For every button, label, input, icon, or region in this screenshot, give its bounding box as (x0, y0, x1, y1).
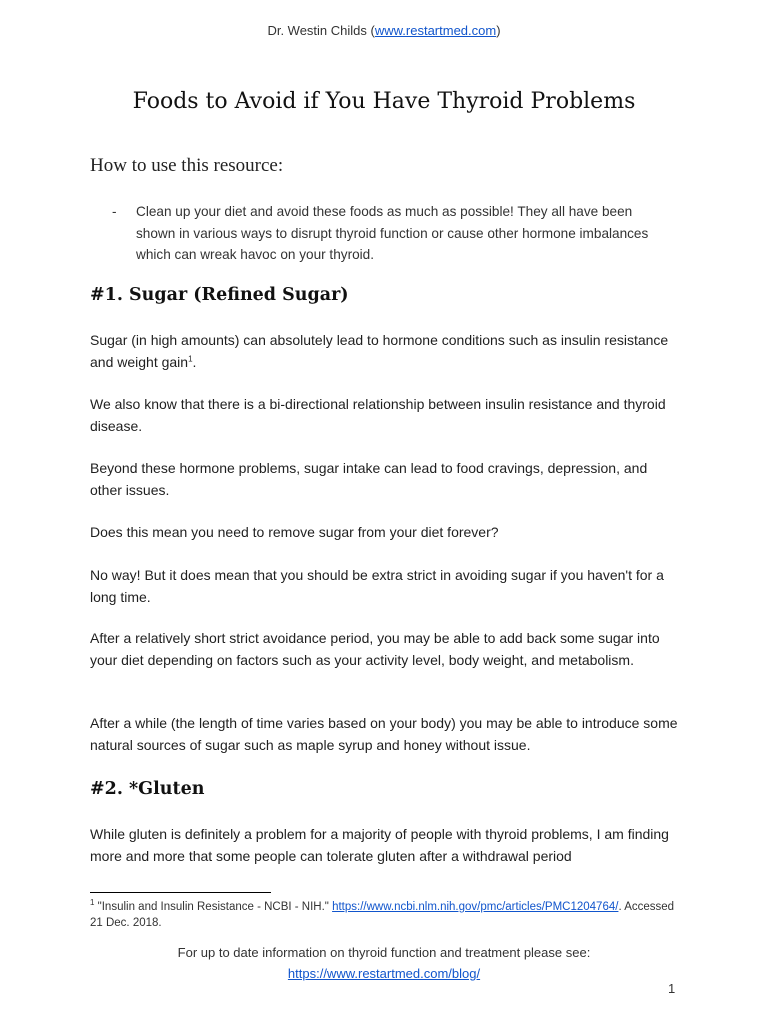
sugar-paragraph-5: No way! But it does mean that you should be extra strict in avoiding sugar if you haven't for a long time. (90, 567, 664, 605)
section-heading-sugar: #1. Sugar (Refined Sugar) (90, 285, 349, 305)
page-number: 1 (668, 981, 676, 996)
header-author-close: ) (496, 23, 501, 38)
header-website-link[interactable]: www.restartmed.com (374, 23, 497, 38)
page-footer (0, 942, 768, 984)
section-heading-gluten: #2. *Gluten (90, 779, 205, 799)
footnote-text: "Insulin and Insulin Resistance - NCBI - NIH." (94, 901, 333, 913)
bullet-marker: - (112, 204, 117, 219)
footnote-ref-1[interactable]: 1 (188, 353, 193, 363)
header-author: Dr. Westin Childs ( (267, 23, 375, 38)
footnote (90, 900, 690, 931)
gluten-paragraph-1: While gluten is definitely a problem for a majority of people with thyroid problems, I am finding more and more that some people can tolerate gluten after a withdrawal period (90, 826, 669, 864)
page-header (0, 23, 768, 38)
sugar-paragraph-1-text: Sugar (in high amounts) can absolutely lead to hormone conditions such as insulin resistance and weight gain (90, 332, 669, 370)
how-to-heading: How to use this resource: (90, 155, 284, 176)
sugar-paragraph-1 (90, 330, 680, 373)
sugar-paragraph-3: Beyond these hormone problems, sugar intake can lead to food cravings, depression, and other issues. (90, 460, 648, 498)
footnote-divider (90, 892, 271, 893)
how-to-bullet (112, 201, 672, 266)
footnote-accessed: . Accessed 21 Dec. 2018. (90, 901, 675, 929)
sugar-paragraph-2: We also know that there is a bi-directional relationship between insulin resistance and thyroid disease. (90, 396, 666, 434)
document-title: Foods to Avoid if You Have Thyroid Problems (132, 89, 636, 114)
footnote-number: 1 (90, 898, 95, 908)
sugar-paragraph-6: After a relatively short strict avoidance period, you may be able to add back some sugar into your diet depending on factors such as your activity level, body weight, and metabolism. (90, 630, 660, 668)
bullet-text: Clean up your diet and avoid these foods as much as possible! They all have been shown in various ways to disrupt thyroid function or cause other hormone imbalances which can wreak havoc on your thyroid. (136, 204, 649, 262)
sugar-paragraph-1-end: . (192, 353, 197, 370)
sugar-paragraph-4: Does this mean you need to remove sugar from your diet forever? (90, 524, 499, 540)
sugar-paragraph-7: After a while (the length of time varies based on your body) you may be able to introduce some natural sources of sugar such as maple syrup and honey without issue. (90, 715, 678, 753)
footnote-link[interactable]: https://www.ncbi.nlm.nih.gov/pmc/articles/PMC1204764/ (332, 901, 619, 913)
footer-text: For up to date information on thyroid function and treatment please see: (177, 945, 591, 960)
footer-blog-link[interactable]: https://www.restartmed.com/blog/ (287, 966, 481, 981)
